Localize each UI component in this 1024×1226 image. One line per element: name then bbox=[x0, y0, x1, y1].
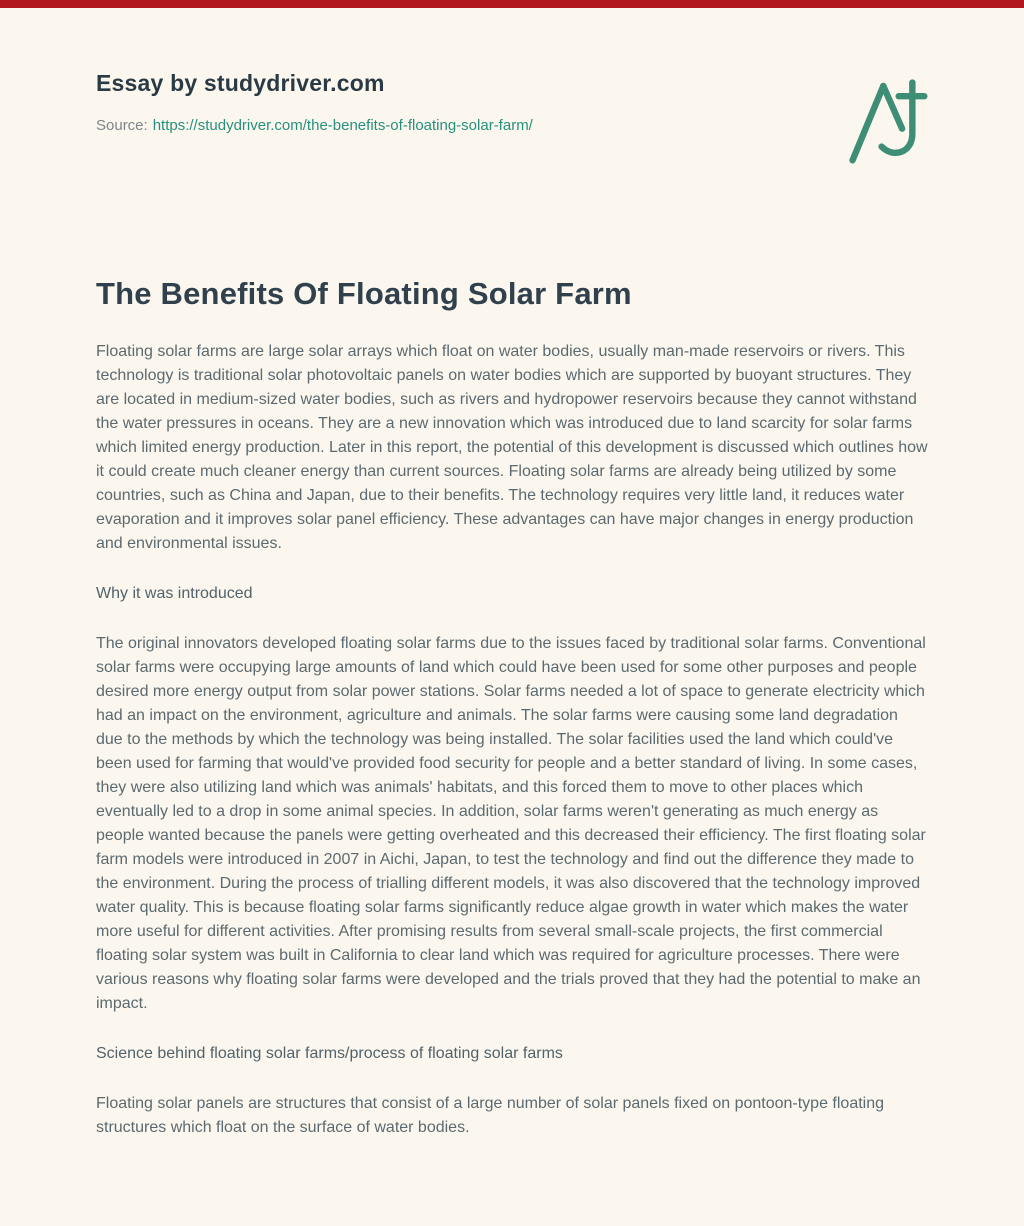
source-link[interactable]: https://studydriver.com/the-benefits-of-floating-solar-farm/ bbox=[152, 117, 533, 134]
essay-page bbox=[0, 8, 1024, 1226]
essay-content bbox=[96, 276, 928, 1140]
section-heading-science: Science behind floating solar farms/process of floating solar farms bbox=[96, 1045, 563, 1062]
section-body-science: Floating solar panels are structures that consist of a large number of solar panels fixed on pontoon-type floating structures which float on the surface of water bodies. bbox=[96, 1095, 885, 1136]
section-body-why-introduced: The original innovators developed floating solar farms due to the issues faced by traditional solar farms. Conventional solar farms were occupying large amounts of land which could have been used for some other purposes and people desired more energy output from solar power stations. Solar farms needed a lot of space to generate electricity which had an impact on the environment, agriculture and animals. The solar farms were causing some land degradation due to the methods by which the technology was being installed. The solar facilities used the land which could've been used for farming that would've provided food security for people and a better standard of living. In some cases, they were also utilizing land which was animals' habitats, and this forced them to move to other places which eventually led to a drop in some animal species. In addition, solar farms weren't generating as much energy as people wanted because the panels were getting overheated and this decreased their efficiency. The first floating solar farm models were introduced in 2007 in Aichi, Japan, to test the technology and find out the difference they made to the environment. During the process of trialling different models, it was also discovered that the technology improved water quality. This is because floating solar farms significantly reduce algae growth in water which makes the water more useful for different activities. After promising results from several small-scale projects, the first commercial floating solar system was built in California to clear land which was required for agriculture processes. There were various reasons why floating solar farms were developed and the trials proved that they had the potential to make an impact. bbox=[96, 635, 926, 1012]
top-accent-bar bbox=[0, 0, 1024, 8]
source-label: Source: bbox=[96, 117, 148, 134]
section-heading-why-introduced: Why it was introduced bbox=[96, 585, 253, 602]
source-line bbox=[96, 117, 533, 134]
essay-title: The Benefits Of Floating Solar Farm bbox=[96, 276, 632, 311]
studydriver-logo bbox=[842, 74, 928, 168]
site-heading: Essay by studydriver.com bbox=[96, 70, 385, 96]
header-text-block bbox=[96, 70, 533, 134]
page-header bbox=[96, 8, 928, 168]
intro-paragraph: Floating solar farms are large solar arrays which float on water bodies, usually man-made reservoirs or rivers. This technology is traditional solar photovoltaic panels on water bodies which are supported by buoyant structures. They are located in medium-sized water bodies, such as rivers and hydropower reservoirs because they cannot withstand the water pressures in oceans. They are a new innovation which was introduced due to land scarcity for solar farms which limited energy production. Later in this report, the potential of this development is discussed which outlines how it could create much cleaner energy than current sources. Floating solar farms are already being utilized by some countries, such as China and Japan, due to their benefits. The technology requires very little land, it reduces water evaporation and it improves solar panel efficiency. These advantages can have major changes in energy production and environmental issues. bbox=[96, 343, 928, 552]
logo-monogram-icon bbox=[842, 74, 928, 168]
